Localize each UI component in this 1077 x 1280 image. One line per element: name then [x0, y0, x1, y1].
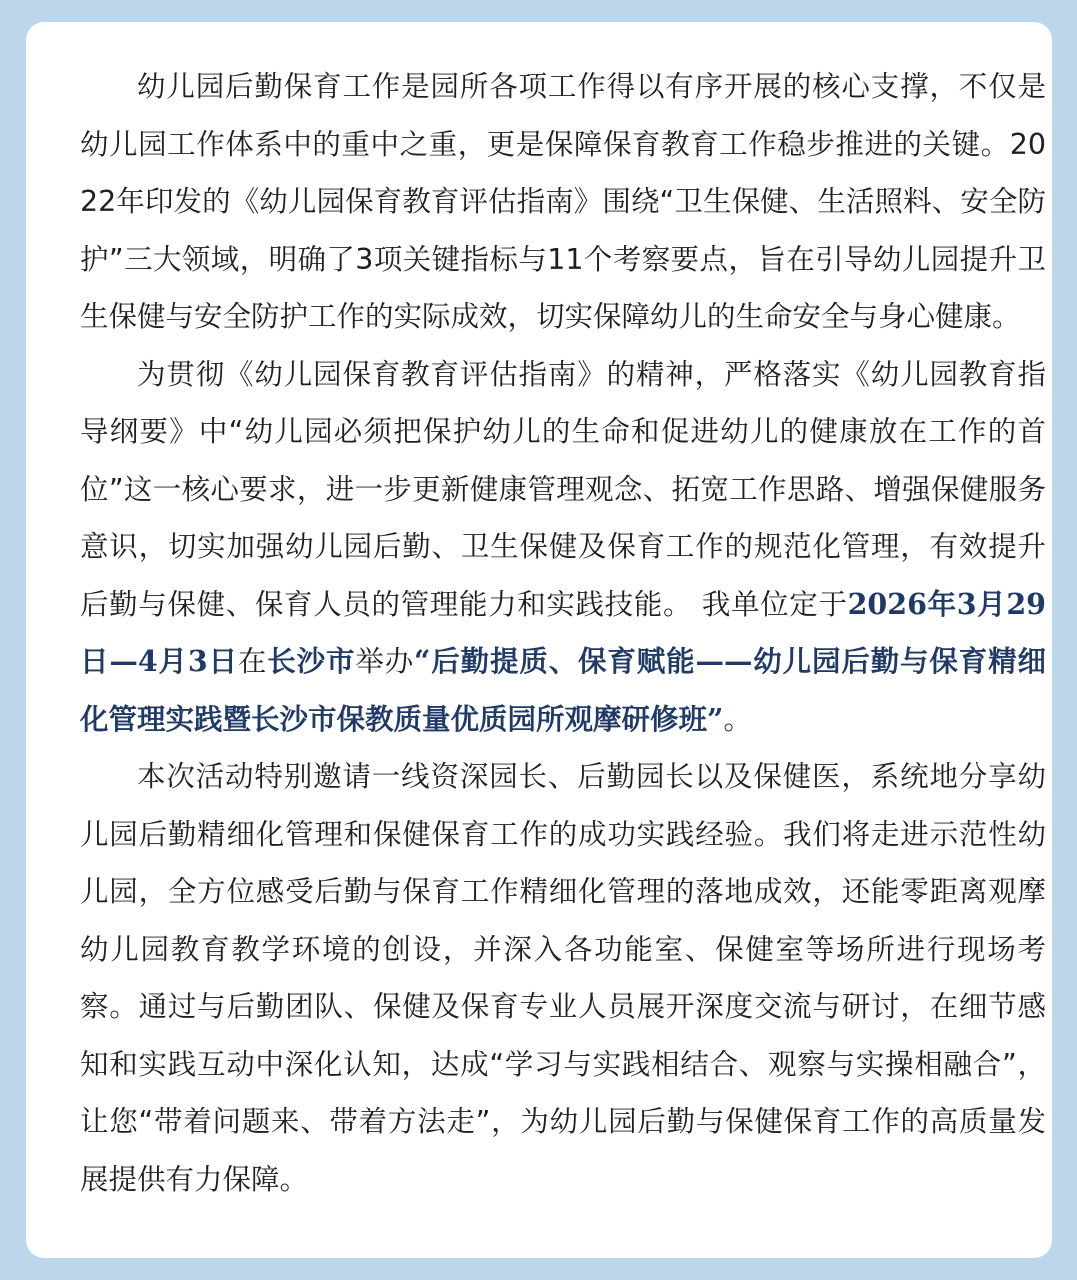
- event-host-text: 举办: [355, 645, 415, 678]
- event-title: “后勤提质、保育赋能——幼儿园后勤与保育精细化管理实践暨长沙市保教质量优质园所观摩研修班”: [80, 644, 1046, 736]
- event-end-text: 。: [723, 702, 752, 736]
- event-intro-text: 为贯彻《幼儿园保育教育评估指南》的精神，严格落实《幼儿园教育指导纲要》中“幼儿园必须把保护幼儿的生命和促进幼儿的健康放在工作的首位”这一核心要求，进一步更新健康管理观念、拓宽工作思路、增强保健服务意识，切实加强幼儿园后勤、卫生保健及保育工作的规范化管理，有效提升后勤与保健、保育人员的管理能力和实践技能。 我单位定于: [80, 357, 1046, 621]
- event-date: 2026年3月29日—4月3日: [80, 586, 1047, 678]
- event-at-text: 在: [237, 645, 268, 678]
- article-body: [80, 58, 1046, 1208]
- paragraph-activity: 本次活动特别邀请一线资深园长、后勤园长以及保健医，系统地分享幼儿园后勤精细化管理和保健保育工作的成功实践经验。我们将走进示范性幼儿园，全方位感受后勤与保育工作精细化管理的落地成效，还能零距离观摩幼儿园教育教学环境的创设，并深入各功能室、保健室等场所进行现场考察。通过与后勤团队、保健及保育专业人员展开深度交流与研讨，在细节感知和实践互动中深化认知，达成“学习与实践相结合、观察与实操相融合”，让您“带着问题来、带着方法走”，为幼儿园后勤与保健保育工作的高质量发展提供有力保障。: [80, 760, 1046, 1196]
- content-card: [26, 22, 1052, 1258]
- event-city: 长沙市: [267, 644, 356, 678]
- paragraph-intro: 幼儿园后勤保育工作是园所各项工作得以有序开展的核心支撑，不仅是幼儿园工作体系中的重中之重，更是保障保育教育工作稳步推进的关键。2022年印发的《幼儿园保育教育评估指南》围绕“卫生保健、生活照料、安全防护”三大领域，明确了3项关键指标与11个考察要点，旨在引导幼儿园提升卫生保健与安全防护工作的实际成效，切实保障幼儿的生命安全与身心健康。: [80, 70, 1046, 333]
- paragraph-event: [80, 346, 1046, 749]
